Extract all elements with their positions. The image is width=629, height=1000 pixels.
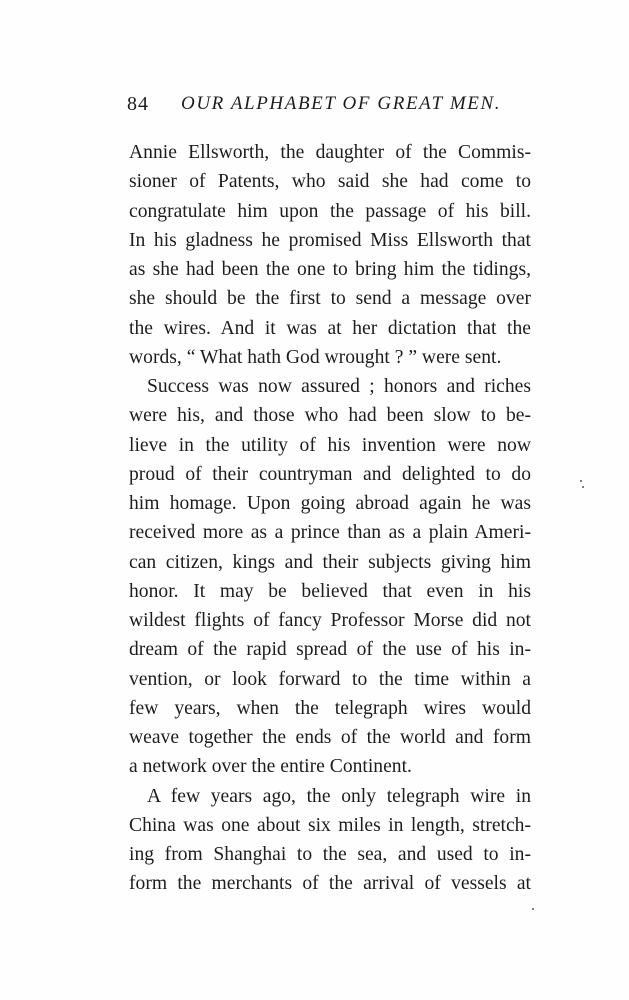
print-speck bbox=[582, 486, 584, 488]
text-line: she should be the first to send a message over bbox=[129, 288, 531, 310]
text-line: were his, and those who had been slow to be- bbox=[129, 405, 531, 427]
text-line: dream of the rapid spread of the use of his in- bbox=[129, 639, 531, 661]
text-line: proud of their countryman and delighted to do bbox=[129, 463, 531, 485]
text-line: as she had been the one to bring him the tidings, bbox=[129, 259, 531, 280]
paragraph bbox=[129, 138, 531, 372]
text-line: form the merchants of the arrival of vessels at bbox=[129, 873, 531, 895]
page-header bbox=[127, 93, 547, 123]
paragraph bbox=[129, 372, 531, 782]
paragraph bbox=[129, 782, 531, 899]
text-line: wildest flights of fancy Professor Morse did not bbox=[129, 610, 531, 631]
running-title: OUR ALPHABET OF GREAT MEN. bbox=[181, 93, 502, 114]
text-line: China was one about six miles in length, stretch- bbox=[129, 814, 531, 836]
text-line: Success was now assured ; honors and riches bbox=[147, 376, 531, 397]
text-line: A few years ago, the only telegraph wire in bbox=[147, 785, 531, 807]
text-line: him homage. Upon going abroad again he was bbox=[129, 493, 531, 514]
print-speck bbox=[532, 908, 534, 910]
text-line: words, “ What hath God wrought ? ” were sent. bbox=[129, 346, 502, 368]
text-line: can citizen, kings and their subjects giving him bbox=[129, 551, 531, 573]
text-line: vention, or look forward to the time within a bbox=[129, 668, 531, 690]
text-line: weave together the ends of the world and form bbox=[129, 727, 531, 748]
text-line: ing from Shanghai to the sea, and used to in- bbox=[129, 844, 531, 865]
body-text bbox=[129, 138, 531, 899]
page-number: 84 bbox=[127, 93, 149, 115]
text-line: congratulate him upon the passage of his bill. bbox=[129, 200, 531, 222]
print-speck bbox=[580, 480, 582, 482]
text-line: Annie Ellsworth, the daughter of the Commis- bbox=[129, 142, 531, 163]
text-line: honor. It may be believed that even in his bbox=[129, 580, 531, 602]
text-line: received more as a prince than as a plain Ameri- bbox=[129, 522, 531, 544]
text-line: a network over the entire Continent. bbox=[129, 756, 412, 778]
text-line: few years, when the telegraph wires would bbox=[129, 697, 531, 719]
text-line: the wires. And it was at her dictation that the bbox=[129, 317, 531, 339]
text-line: lieve in the utility of his invention were now bbox=[129, 434, 531, 456]
text-line: In his gladness he promised Miss Ellsworth that bbox=[129, 229, 531, 251]
text-line: sioner of Patents, who said she had come to bbox=[129, 171, 531, 193]
